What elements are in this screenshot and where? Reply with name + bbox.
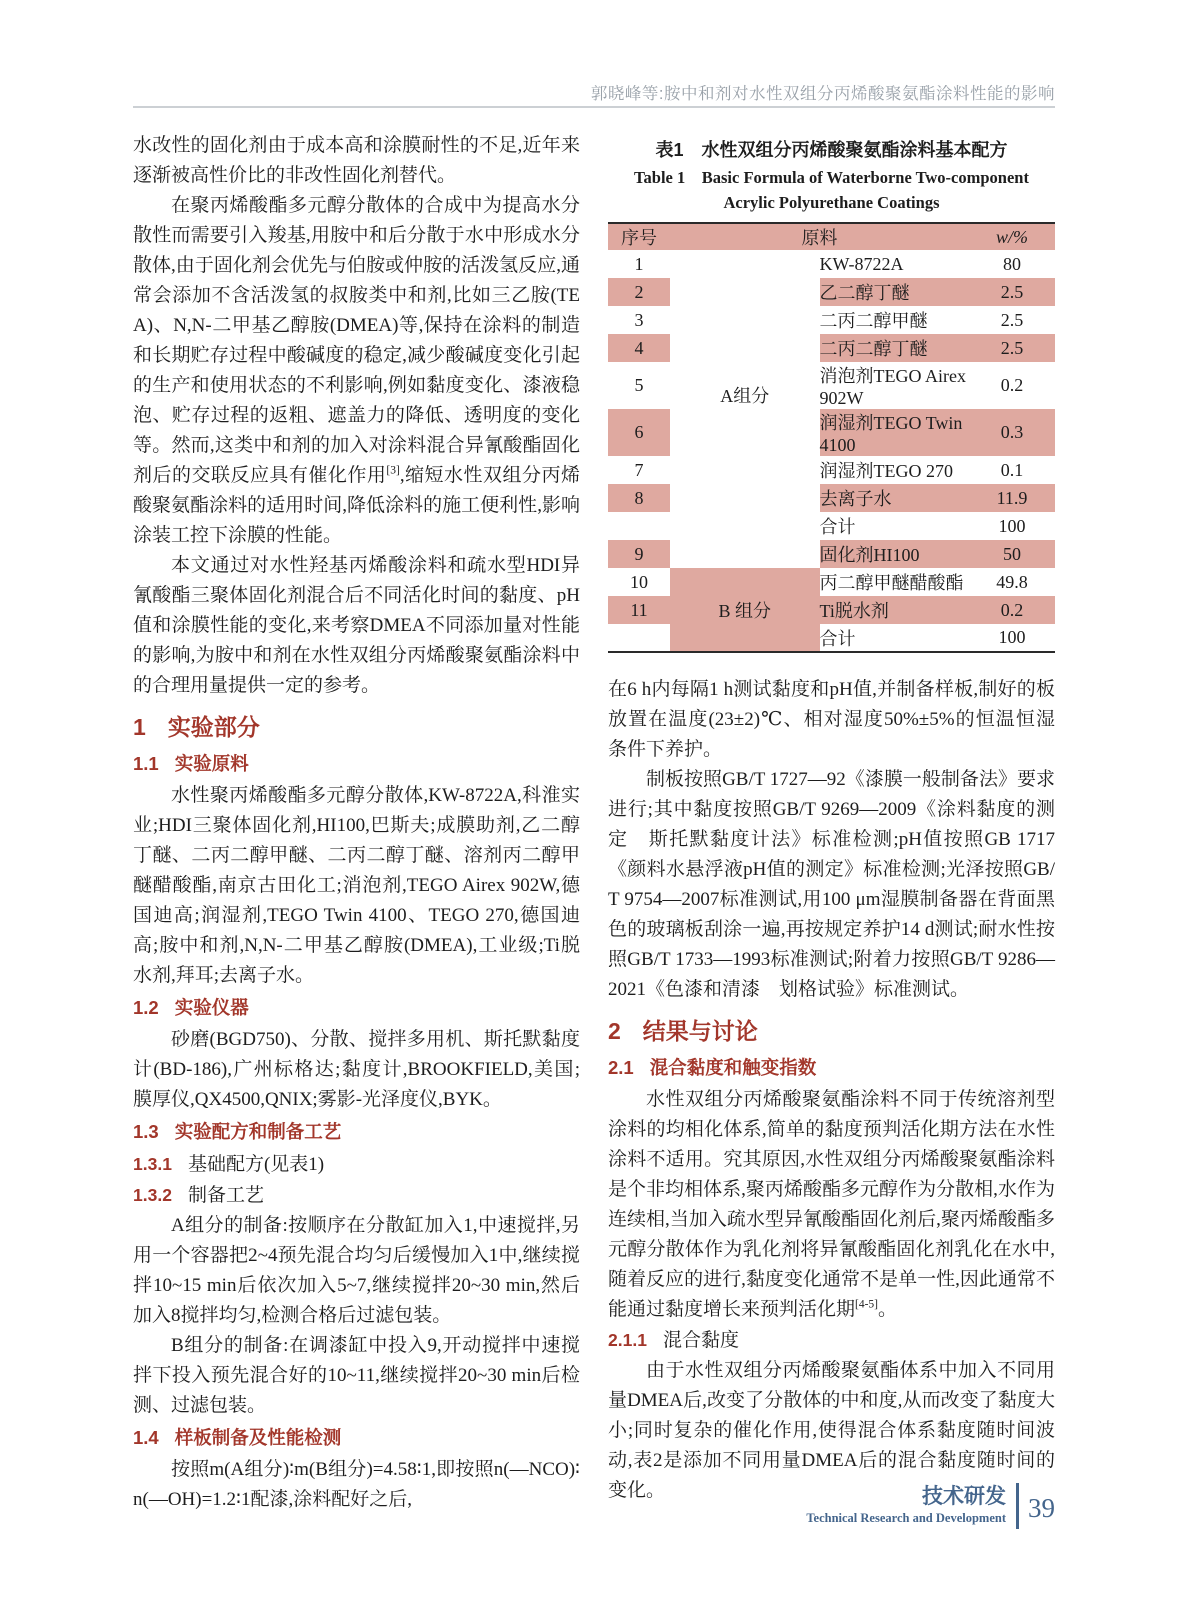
cell-no: 11 (608, 596, 670, 624)
section-title: 混合黏度和触变指数 (649, 1057, 817, 1078)
section-number: 1.2 (133, 997, 159, 1018)
cell-material: 二丙二醇丁醚 (820, 334, 970, 362)
cell-weight-percent: 100 (998, 515, 1026, 536)
paragraph (133, 1331, 580, 1421)
cell-weight-percent: 2.5 (969, 278, 1055, 306)
paragraph (133, 191, 580, 551)
cell-material: 润湿剂TEGO 270 (819, 461, 953, 481)
table-row (608, 568, 1055, 596)
table-row (608, 250, 1055, 278)
table-row (608, 540, 1055, 568)
cell-weight-percent: 11.9 (969, 484, 1055, 512)
section-title: 样板制备及性能检测 (174, 1427, 342, 1448)
cell-no: 6 (608, 409, 670, 456)
footer-label-en: Technical Research and Development (806, 1511, 1006, 1525)
paragraph-text: 制板按照GB/T 1727—92《漆膜一般制备法》要求进行;其中黏度按照GB/T 9269—2009《涂料黏度的测定 斯托默黏度计法》标准检测;pH值按照GB 1717《颜料水悬浮液pH值的测定》标准检测;光泽按照GB/T 9754—2007标准测试,用100 μm湿膜制备器在背面黑色的玻璃板刮涂一遍,再按规定养护14 d测试;耐水性按照GB/T 1733—1993标准测试;附着力按照GB/T 9286—2021《色漆和清漆 划格试验》标准测试。 (608, 769, 1055, 1000)
cell-weight-percent: 50 (969, 540, 1055, 568)
cell-component-group: B 组分 (670, 568, 820, 652)
section-number: 1.1 (133, 753, 159, 774)
column-header-wpct: w/% (969, 223, 1055, 250)
section-heading-1-3-2 (133, 1180, 580, 1211)
section-heading-2 (608, 1016, 1055, 1046)
section-number: 1.3 (133, 1121, 159, 1142)
formula-table (608, 222, 1055, 653)
cell-material: 丙二醇甲醚醋酸酯 (819, 573, 964, 593)
column-header-no: 序号 (608, 223, 670, 250)
section-heading-2-1 (608, 1055, 1055, 1081)
section-heading-1-3-1 (133, 1149, 580, 1180)
paragraph-text: 水改性的固化剂由于成本高和涂膜耐性的不足,近年来逐渐被高性价比的非改性固化剂替代。 (133, 135, 580, 186)
paragraph-text: 按照m(A组分)∶m(B组分)=4.58∶1,即按照n(—NCO)∶n(—OH)=1.2∶1配漆,涂料配好之后, (133, 1459, 580, 1510)
section-heading-1-3 (133, 1119, 580, 1145)
citation-ref: [3] (386, 464, 400, 477)
formula-table-body (608, 250, 1055, 652)
section-heading-2-1-1 (608, 1325, 1055, 1356)
right-column (608, 131, 1055, 1506)
cell-no: 10 (630, 571, 648, 592)
cell-material: 润湿剂TEGO Twin 4100 (820, 409, 970, 456)
cell-no: 7 (634, 459, 644, 480)
cell-material: 去离子水 (820, 484, 970, 512)
section-title: 结果与讨论 (642, 1018, 758, 1044)
paragraph (608, 1085, 1055, 1325)
section-heading-1-1 (133, 751, 580, 777)
cell-weight-percent: 0.3 (969, 409, 1055, 456)
cell-weight-percent: 2.5 (1000, 309, 1024, 330)
paragraph (133, 1025, 580, 1115)
cell-material: 二丙二醇甲醚 (819, 311, 928, 331)
paragraph (608, 765, 1055, 1005)
cell-no (608, 512, 670, 540)
section-heading-1 (133, 712, 580, 742)
cell-material: 消泡剂TEGO Airex 902W (819, 366, 966, 408)
paragraph-text: 水性双组分丙烯酸聚氨酯涂料不同于传统溶剂型涂料的均相化体系,简单的黏度预判活化期方法在水性涂料不适用。究其原因,水性双组分丙烯酸聚氨酯涂料是个非均相体系,聚丙烯酸酯多元醇作为分散相,水作为连续相,当加入疏水型异氰酸酯固化剂后,聚丙烯酸酯多元醇分散体作为乳化剂将异氰酸酯固化剂乳化在水中,随着反应的进行,黏度变化通常不是单一性,因此通常不能通过黏度增长来预判活化期 (608, 1089, 1055, 1320)
cell-weight-percent: 0.2 (1000, 375, 1024, 395)
cell-material: KW-8722A (819, 253, 904, 274)
section-number: 2 (608, 1018, 621, 1044)
paragraph-text: A组分的制备:按顺序在分散缸加入1,中速搅拌,另用一个容器把2~4预先混合均匀后缓慢加入1中,继续搅拌10~15 min后依次加入5~7,继续搅拌20~30 min,然后加入8搅拌均匀,检测合格后过滤包装。 (133, 1215, 580, 1326)
table-caption-zh: 表1 水性双组分丙烯酸聚氨酯涂料基本配方 (655, 140, 1008, 160)
paragraph-text: 本文通过对水性羟基丙烯酸涂料和疏水型HDI异氰酸酯三聚体固化剂混合后不同活化时间的黏度、pH值和涂膜性能的变化,来考察DMEA不同添加量对性能的影响,为胺中和剂在水性双组分丙烯酸聚氨酯涂料中的合理用量提供一定的参考。 (133, 555, 580, 696)
cell-no: 4 (608, 334, 670, 362)
section-title: 基础配方(见表1) (187, 1154, 325, 1175)
spacer (608, 653, 1055, 675)
footer-divider (1016, 1483, 1019, 1529)
cell-component-group: A组分 (720, 386, 770, 406)
section-title: 实验原料 (174, 753, 249, 774)
paragraph (133, 1211, 580, 1331)
cell-weight-percent: 0.1 (1000, 459, 1024, 480)
section-number: 1.3.2 (133, 1185, 172, 1205)
section-title: 实验配方和制备工艺 (174, 1121, 342, 1142)
table-caption-en-line1: Table 1 Basic Formula of Waterborne Two-component (634, 168, 1029, 187)
paragraph (133, 551, 580, 701)
cell-no (608, 624, 670, 652)
cell-no: 5 (634, 375, 644, 395)
column-header-material: 原料 (670, 223, 969, 250)
section-number: 1.4 (133, 1427, 159, 1448)
section-number: 2.1 (608, 1057, 634, 1078)
section-title: 实验部分 (167, 714, 260, 740)
section-title: 混合黏度 (662, 1330, 739, 1351)
paragraph-text: 由于水性双组分丙烯酸聚氨酯体系中加入不同用量DMEA后,改变了分散体的中和度,从而改变了黏度大小;同时复杂的催化作用,使得混合体系黏度随时间波动,表2是添加不同用量DMEA后的混合黏度随时间的变化。 (608, 1360, 1055, 1501)
section-heading-1-2 (133, 995, 580, 1021)
section-number: 1.3.1 (133, 1154, 172, 1174)
citation-ref: [4-5] (855, 1298, 879, 1311)
section-number: 1 (133, 714, 146, 740)
paragraph-text: B组分的制备:在调漆缸中投入9,开动搅拌中速搅拌下投入预先混合好的10~11,继续搅拌20~30 min后检测、过滤包装。 (133, 1335, 580, 1416)
cell-weight-percent: 100 (998, 627, 1026, 647)
cell-no: 1 (634, 253, 644, 274)
paragraph (133, 781, 580, 991)
footer (133, 1483, 1055, 1529)
paragraph-text: 。 (878, 1299, 898, 1320)
header-rule (133, 106, 1055, 108)
paragraph-text: 在6 h内每隔1 h测试黏度和pH值,并制备样板,制好的板放置在温度(23±2)℃、相对湿度50%±5%的恒温恒湿条件下养护。 (608, 679, 1055, 760)
paragraph-text: 砂磨(BGD750)、分散、搅拌多用机、斯托默黏度计(BD-186),广州标格达;黏度计,BROOKFIELD,美国;膜厚仪,QX4500,QNIX;雾影-光泽度仪,BYK。 (133, 1029, 580, 1110)
left-column (133, 131, 580, 1515)
cell-material: 合计 (819, 517, 856, 537)
cell-no: 2 (608, 278, 670, 306)
section-title: 制备工艺 (187, 1185, 264, 1206)
paragraph (608, 675, 1055, 765)
paragraph-text: ,缩短水性双组分丙烯酸聚氨酯涂料的适用时间,降低涂料的施工便利性,影响涂装工控下涂膜的性能。 (133, 465, 580, 546)
table-header-row (608, 223, 1055, 250)
paragraph (133, 131, 580, 191)
section-title: 实验仪器 (174, 997, 249, 1018)
cell-material: Ti脱水剂 (820, 596, 970, 624)
cell-no: 3 (634, 309, 644, 330)
paragraph-text: 水性聚丙烯酸酯多元醇分散体,KW-8722A,科淮实业;HDI三聚体固化剂,HI100,巴斯夫;成膜助剂,乙二醇丁醚、二丙二醇甲醚、二丙二醇丁醚、溶剂丙二醇甲醚醋酸酯,南京古田化工;消泡剂,TEGO Airex 902W,德国迪高;润湿剂,TEGO Twin 4100、TEGO 270,德国迪高;胺中和剂,N,N-二甲基乙醇胺(DMEA),工业级;Ti脱水剂,拜耳;去离子水。 (133, 785, 580, 986)
cell-no: 9 (608, 540, 670, 568)
cell-material: 合计 (819, 628, 856, 649)
cell-no: 8 (608, 484, 670, 512)
footer-label-zh: 技术研发 (922, 1485, 1006, 1508)
cell-weight-percent: 2.5 (969, 334, 1055, 362)
cell-weight-percent: 49.8 (996, 571, 1028, 592)
paragraph-text: 在聚丙烯酸酯多元醇分散体的合成中为提高水分散性而需要引入羧基,用胺中和后分散于水中形成水分散体,由于固化剂会优先与伯胺或仲胺的活泼氢反应,通常会添加不含活泼氢的叔胺类中和剂,比如三乙胺(TEA)、N,N-二甲基乙醇胺(DMEA)等,保持在涂料的制造和长期贮存过程中酸碱度的稳定,减少酸碱度变化引起的生产和使用状态的不利影响,例如黏度变化、漆液稳泡、贮存过程的返粗、遮盖力的降低、透明度的变化等。然而,这类中和剂的加入对涂料混合异氰酸酯固化剂后的交联反应具有催化作用 (133, 195, 580, 486)
cell-weight-percent: 80 (1003, 253, 1021, 274)
running-head: 郭晓峰等:胺中和剂对水性双组分丙烯酸聚氨酯涂料性能的影响 (590, 85, 1055, 103)
cell-component-group (670, 540, 820, 568)
page-number: 39 (1028, 1492, 1055, 1523)
cell-material: 固化剂HI100 (820, 540, 970, 568)
cell-material: 乙二醇丁醚 (820, 278, 970, 306)
section-heading-1-4 (133, 1425, 580, 1451)
footer-labels (806, 1485, 1006, 1527)
section-number: 2.1.1 (608, 1330, 647, 1350)
cell-weight-percent: 0.2 (969, 596, 1055, 624)
table-caption-en-line2: Acrylic Polyurethane Coatings (723, 193, 940, 212)
